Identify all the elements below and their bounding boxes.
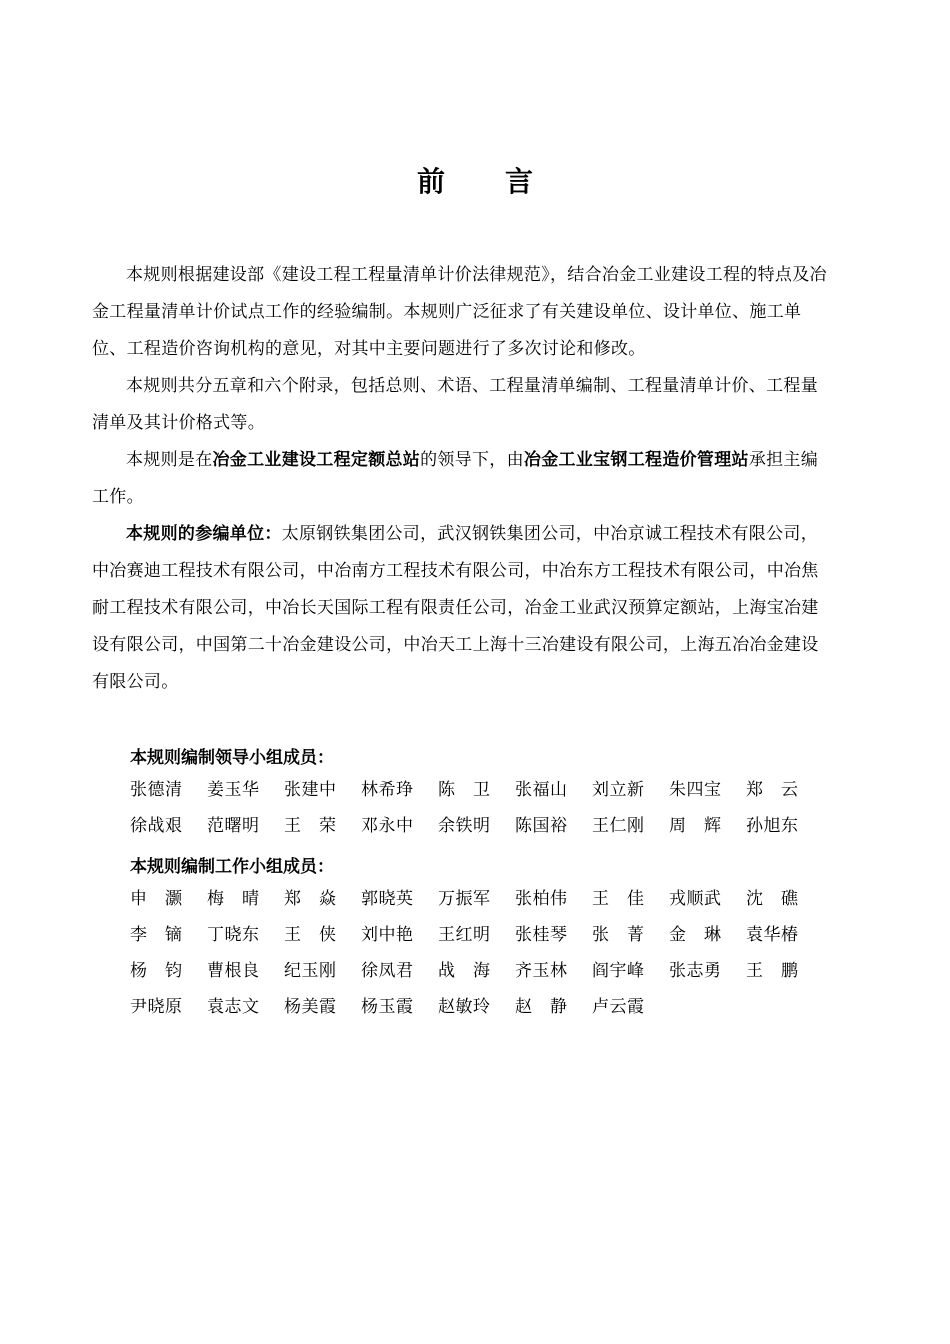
member-name: 刘中艳	[361, 925, 414, 945]
member-name: 孙旭东	[746, 816, 799, 836]
member-name: 尹晓原	[130, 997, 183, 1017]
p3-text-e: 承担主编工作。	[92, 450, 819, 507]
title-char-2: 言	[505, 165, 534, 198]
name-row	[130, 808, 850, 844]
member-name: 杨美霞	[284, 997, 337, 1017]
member-name: 袁志文	[207, 997, 260, 1017]
member-name: 齐玉林	[515, 961, 568, 981]
member-name: 林希琤	[361, 780, 414, 800]
member-name: 王 侠	[284, 925, 337, 945]
member-name: 张柏伟	[515, 889, 568, 909]
member-name: 徐凤君	[361, 961, 414, 981]
name-row	[130, 881, 850, 917]
member-name: 戎顺武	[669, 889, 722, 909]
member-name: 袁华椿	[746, 925, 799, 945]
member-name: 纪玉刚	[284, 961, 337, 981]
member-name: 阎宇峰	[592, 961, 645, 981]
working-names	[130, 881, 850, 1025]
member-name: 李 镝	[130, 925, 183, 945]
member-name: 赵敏玲	[438, 997, 491, 1017]
member-name: 赵 静	[515, 997, 568, 1017]
name-row	[130, 917, 850, 953]
leadership-heading: 本规则编制领导小组成员：	[130, 748, 334, 768]
member-name: 曹根良	[207, 961, 260, 981]
member-name: 郑 焱	[284, 889, 337, 909]
member-name: 战 海	[438, 961, 491, 981]
member-name: 邓永中	[361, 816, 414, 836]
member-name: 姜玉华	[207, 780, 260, 800]
p3-org-chief-editor: 冶金工业宝钢工程造价管理站	[523, 450, 749, 470]
paragraph-editors	[92, 442, 832, 516]
member-name: 周 辉	[669, 816, 722, 836]
name-row	[130, 989, 850, 1025]
name-row	[130, 953, 850, 989]
member-name: 张志勇	[669, 961, 722, 981]
member-name: 金 琳	[669, 925, 722, 945]
member-name: 王红明	[438, 925, 491, 945]
title-char-1: 前	[416, 165, 445, 198]
member-name: 张 菁	[592, 925, 645, 945]
member-name: 徐战艰	[130, 816, 183, 836]
member-name: 王 鹏	[746, 961, 799, 981]
member-name: 范曙明	[207, 816, 260, 836]
member-name: 丁晓东	[207, 925, 260, 945]
p3-text-c: 的领导下，由	[420, 450, 524, 470]
working-heading: 本规则编制工作小组成员：	[130, 857, 334, 877]
participants-label: 本规则的参编单位：	[126, 524, 282, 544]
name-row	[130, 772, 850, 808]
paragraph-structure: 本规则共分五章和六个附录，包括总则、术语、工程量清单编制、工程量清单计价、工程量清单及其计价格式等。	[92, 376, 818, 433]
member-name: 张建中	[284, 780, 337, 800]
member-name: 张德清	[130, 780, 183, 800]
preface-body	[92, 257, 832, 701]
member-name: 王 佳	[592, 889, 645, 909]
member-name: 张桂琴	[515, 925, 568, 945]
member-name: 杨 钧	[130, 961, 183, 981]
member-name: 申 灏	[130, 889, 183, 909]
p3-org-lead: 冶金工业建设工程定额总站	[212, 450, 421, 470]
member-name: 梅 晴	[207, 889, 260, 909]
participants-text: 太原钢铁集团公司，武汉钢铁集团公司，中冶京诚工程技术有限公司，中冶赛迪工程技术有限公司，中冶南方工程技术有限公司，中冶东方工程技术有限公司，中冶焦耐工程技术有限公司，中冶长天国际工程有限责任公司，冶金工业武汉预算定额站，上海宝冶建设有限公司，中国第二十冶金建设公司，中冶天工上海十三冶建设有限公司，上海五冶冶金建设有限公司。	[92, 524, 819, 692]
member-name: 万振军	[438, 889, 491, 909]
paragraph-basis: 本规则根据建设部《建设工程工程量清单计价法律规范》，结合冶金工业建设工程的特点及冶金工程量清单计价试点工作的经验编制。本规则广泛征求了有关建设单位、设计单位、施工单位、工程造价咨询机构的意见，对其中主要问题进行了多次讨论和修改。	[92, 265, 827, 359]
p3-text-a: 本规则是在	[126, 450, 213, 470]
member-name: 郭晓英	[361, 889, 414, 909]
member-name: 王仁刚	[592, 816, 645, 836]
member-name: 陈国裕	[515, 816, 568, 836]
paragraph-participants	[92, 516, 832, 701]
member-name: 余铁明	[438, 816, 491, 836]
member-name: 王 荣	[284, 816, 337, 836]
member-name: 陈 卫	[438, 780, 491, 800]
member-name: 杨玉霞	[361, 997, 414, 1017]
member-name: 张福山	[515, 780, 568, 800]
member-name: 朱四宝	[669, 780, 722, 800]
leadership-names	[130, 772, 850, 844]
member-name: 郑 云	[746, 780, 799, 800]
page-title	[0, 160, 950, 200]
member-name: 卢云霞	[592, 997, 645, 1017]
member-name: 刘立新	[592, 780, 645, 800]
member-name: 沈 礁	[746, 889, 799, 909]
